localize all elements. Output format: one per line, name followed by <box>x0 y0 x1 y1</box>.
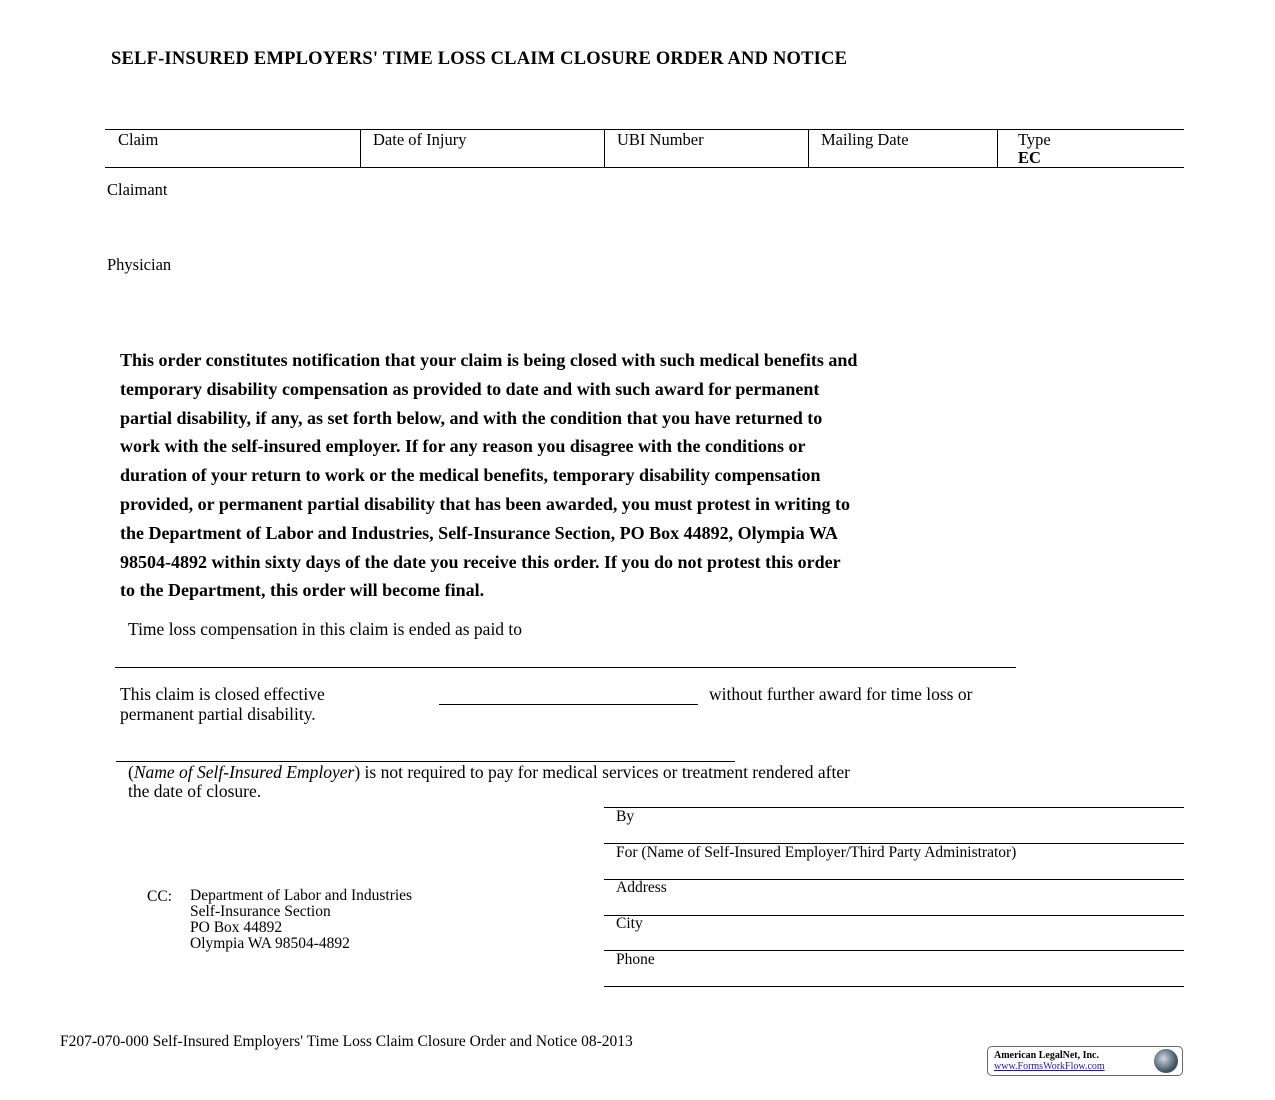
paren: ( <box>128 762 134 782</box>
divider <box>997 129 998 168</box>
closed-effective-suffix: without further award for time loss or <box>709 684 973 704</box>
notice-line: duration of your return to work or the medical benefits, temporary disability compensation <box>120 465 821 486</box>
date-of-injury-field[interactable]: Date of Injury <box>373 130 467 149</box>
city-field[interactable]: City <box>616 915 643 932</box>
employer-note-line2: the date of closure. <box>128 781 262 801</box>
notice-line: partial disability, if any, as set forth below, and with the condition that you have returned to <box>120 407 823 428</box>
notice-line: to the Department, this order will become final. <box>120 580 485 601</box>
closed-effective-date-line[interactable] <box>439 704 698 705</box>
american-legalnet-logo[interactable] <box>987 1046 1183 1076</box>
form-footer: F207-070-000 Self-Insured Employers' Time Loss Claim Closure Order and Notice 08-2013 <box>60 1033 633 1050</box>
employer-note-text: ) is not required to pay for medical services or treatment rendered after <box>354 762 850 782</box>
signature-line <box>604 986 1184 987</box>
notice-line: This order constitutes notification that your claim is being closed with such medical benefits and <box>120 350 858 370</box>
mailing-date-field[interactable]: Mailing Date <box>821 130 909 149</box>
signature-line <box>604 807 1184 808</box>
time-loss-text: Time loss compensation in this claim is ended as paid to <box>128 619 523 639</box>
notice-line: the Department of Labor and Industries, Self-Insurance Section, PO Box 44892, Olympia WA <box>120 522 838 543</box>
divider <box>360 129 361 168</box>
cc-address <box>190 888 412 952</box>
logo-link[interactable]: www.FormsWorkFlow.com <box>994 1061 1105 1072</box>
cc-line: Department of Labor and Industries <box>190 887 413 904</box>
cc-label: CC: <box>147 888 172 905</box>
form-title: SELF-INSURED EMPLOYERS' TIME LOSS CLAIM CLOSURE ORDER AND NOTICE <box>111 49 848 69</box>
divider <box>604 129 605 168</box>
notice-line: 98504-4892 within sixty days of the date you receive this order. If you do not protest this order <box>120 551 841 572</box>
physician-field[interactable]: Physician <box>107 255 172 274</box>
notice-paragraph <box>120 346 857 605</box>
notice-line: provided, or permanent partial disability that has been awarded, you must protest in writing to <box>120 493 851 514</box>
type-label: Type <box>1018 130 1051 149</box>
globe-icon <box>1154 1049 1178 1073</box>
cc-line: Self-Insurance Section <box>190 903 331 920</box>
phone-field[interactable]: Phone <box>616 951 655 968</box>
divider <box>808 129 809 168</box>
closed-effective-label: This claim is closed effective <box>120 684 325 704</box>
type-value: EC <box>1018 148 1041 167</box>
notice-line: work with the self-insured employer. If for any reason you disagree with the conditions or <box>120 436 806 457</box>
signature-line <box>604 879 1184 880</box>
closed-effective-line2: permanent partial disability. <box>120 704 316 724</box>
signature-line <box>604 915 1184 916</box>
claimant-field[interactable]: Claimant <box>107 180 168 199</box>
claim-field[interactable]: Claim <box>118 130 159 149</box>
for-field[interactable]: For (Name of Self-Insured Employer/Third Party Administrator) <box>616 844 1017 861</box>
notice-line: temporary disability compensation as provided to date and with such award for permanent <box>120 378 820 399</box>
by-field[interactable]: By <box>616 808 635 825</box>
employer-note <box>128 762 850 783</box>
logo-name: American LegalNet, Inc. <box>994 1050 1099 1061</box>
signature-line <box>604 950 1184 951</box>
address-field[interactable]: Address <box>616 879 667 896</box>
ubi-number-field[interactable]: UBI Number <box>617 130 704 149</box>
cc-line: Olympia WA 98504-4892 <box>190 935 350 952</box>
cc-line: PO Box 44892 <box>190 919 283 936</box>
time-loss-entry-line[interactable] <box>115 667 1016 668</box>
employer-placeholder: Name of Self-Insured Employer <box>133 762 355 782</box>
